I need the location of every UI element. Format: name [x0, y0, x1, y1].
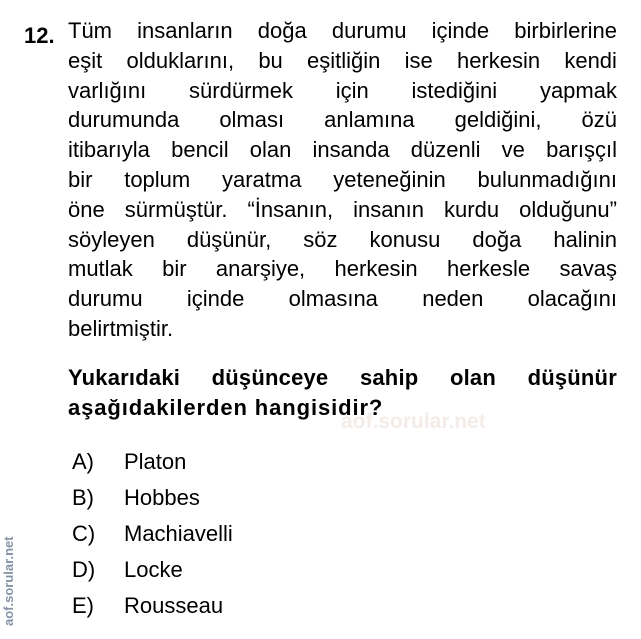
word: belirtmiştir. [68, 315, 174, 341]
stem-line [68, 195, 617, 225]
option-c[interactable] [72, 516, 233, 552]
stem-line [68, 314, 617, 344]
word: barışçıl [546, 137, 617, 163]
word: varlığını [68, 77, 147, 103]
word: içinde [186, 286, 245, 312]
word: eşit [68, 47, 103, 73]
word: sürdürmek [189, 77, 293, 103]
option-letter: C) [72, 521, 96, 546]
word: yapmak [539, 77, 617, 103]
question-prompt [68, 363, 617, 423]
word: bir [68, 166, 93, 192]
option-d[interactable] [72, 552, 233, 588]
word: birbirlerine [514, 18, 617, 43]
stem-line [68, 284, 617, 314]
answer-options [72, 444, 233, 624]
stem-line [68, 225, 617, 255]
option-letter: E) [72, 593, 94, 618]
word: “İnsanın, [247, 196, 334, 222]
option-a[interactable] [72, 444, 233, 480]
word: anlamına [324, 107, 415, 133]
word: aşağıdakilerden hangisidir? [68, 395, 384, 420]
option-text: Hobbes [124, 485, 200, 510]
word: ise [404, 47, 433, 73]
word: Tüm [68, 18, 112, 43]
word: Yukarıdaki [68, 365, 181, 390]
stem-line [68, 135, 617, 165]
word: bencil [171, 137, 229, 163]
watermark-side: aof.sorular.net [1, 536, 16, 626]
word: eşitliğin [307, 47, 381, 73]
option-text: Platon [124, 449, 187, 474]
question-stem [68, 16, 617, 344]
word: doğa [472, 226, 522, 252]
stem-line [68, 46, 617, 76]
question-number: 12. [24, 23, 55, 48]
word: olduklarını, [126, 47, 235, 73]
word: durumu [331, 18, 407, 43]
word: düşünür [527, 365, 617, 390]
word: herkesin [456, 47, 541, 73]
word: içinde [431, 18, 490, 43]
word: düşünür, [186, 226, 272, 252]
option-letter: D) [72, 557, 96, 582]
word: mutlak [68, 256, 133, 282]
word: kurdu [444, 196, 500, 222]
word: durumunda [68, 107, 180, 133]
word: istediğini [411, 77, 498, 103]
word: itibarıyla [68, 137, 150, 163]
word: bulunmadığını [477, 166, 617, 192]
stem-line [68, 16, 617, 46]
word: toplum [124, 166, 191, 192]
word: özü [581, 107, 617, 133]
word: sürmüştür. [124, 196, 228, 222]
stem-line [68, 76, 617, 106]
word: olan [249, 137, 292, 163]
word: yaratma [222, 166, 302, 192]
word: halinin [553, 226, 617, 252]
word: olduğunu” [519, 196, 617, 222]
prompt-line [68, 363, 617, 393]
option-text: Rousseau [124, 593, 224, 618]
watermark-center: aof.sorular.net [341, 410, 486, 433]
word: konusu [369, 226, 441, 252]
word: herkesle [447, 256, 531, 282]
option-text: Machiavelli [124, 521, 233, 546]
prompt-line [68, 393, 617, 423]
word: olacağını [527, 286, 617, 312]
word: söz [303, 226, 338, 252]
word: sahip [359, 365, 419, 390]
word: düzenli [410, 137, 481, 163]
word: savaş [559, 256, 617, 282]
word: öne [68, 196, 105, 222]
word: geldiğini, [454, 107, 542, 133]
word: doğa [257, 18, 307, 43]
word: için [335, 77, 369, 103]
stem-line [68, 165, 617, 195]
option-text: Locke [124, 557, 183, 582]
word: herkesin [334, 256, 418, 282]
word: neden [422, 286, 484, 312]
option-letter: A) [72, 449, 94, 474]
word: söyleyen [68, 226, 155, 252]
word: bu [258, 47, 283, 73]
word: ve [501, 137, 525, 163]
word: düşünceye [211, 365, 329, 390]
word: bir [162, 256, 187, 282]
word: insanların [137, 18, 233, 43]
word: kendi [564, 47, 617, 73]
word: olan [449, 365, 496, 390]
stem-line [68, 105, 617, 135]
word: olması [219, 107, 285, 133]
word: anarşiye, [215, 256, 306, 282]
stem-line [68, 254, 617, 284]
word: insanın [353, 196, 425, 222]
option-letter: B) [72, 485, 94, 510]
word: yeteneğinin [333, 166, 446, 192]
option-b[interactable] [72, 480, 233, 516]
word: durumu [68, 286, 143, 312]
option-e[interactable] [72, 588, 233, 624]
word: insanda [312, 137, 390, 163]
word: olmasına [288, 286, 378, 312]
